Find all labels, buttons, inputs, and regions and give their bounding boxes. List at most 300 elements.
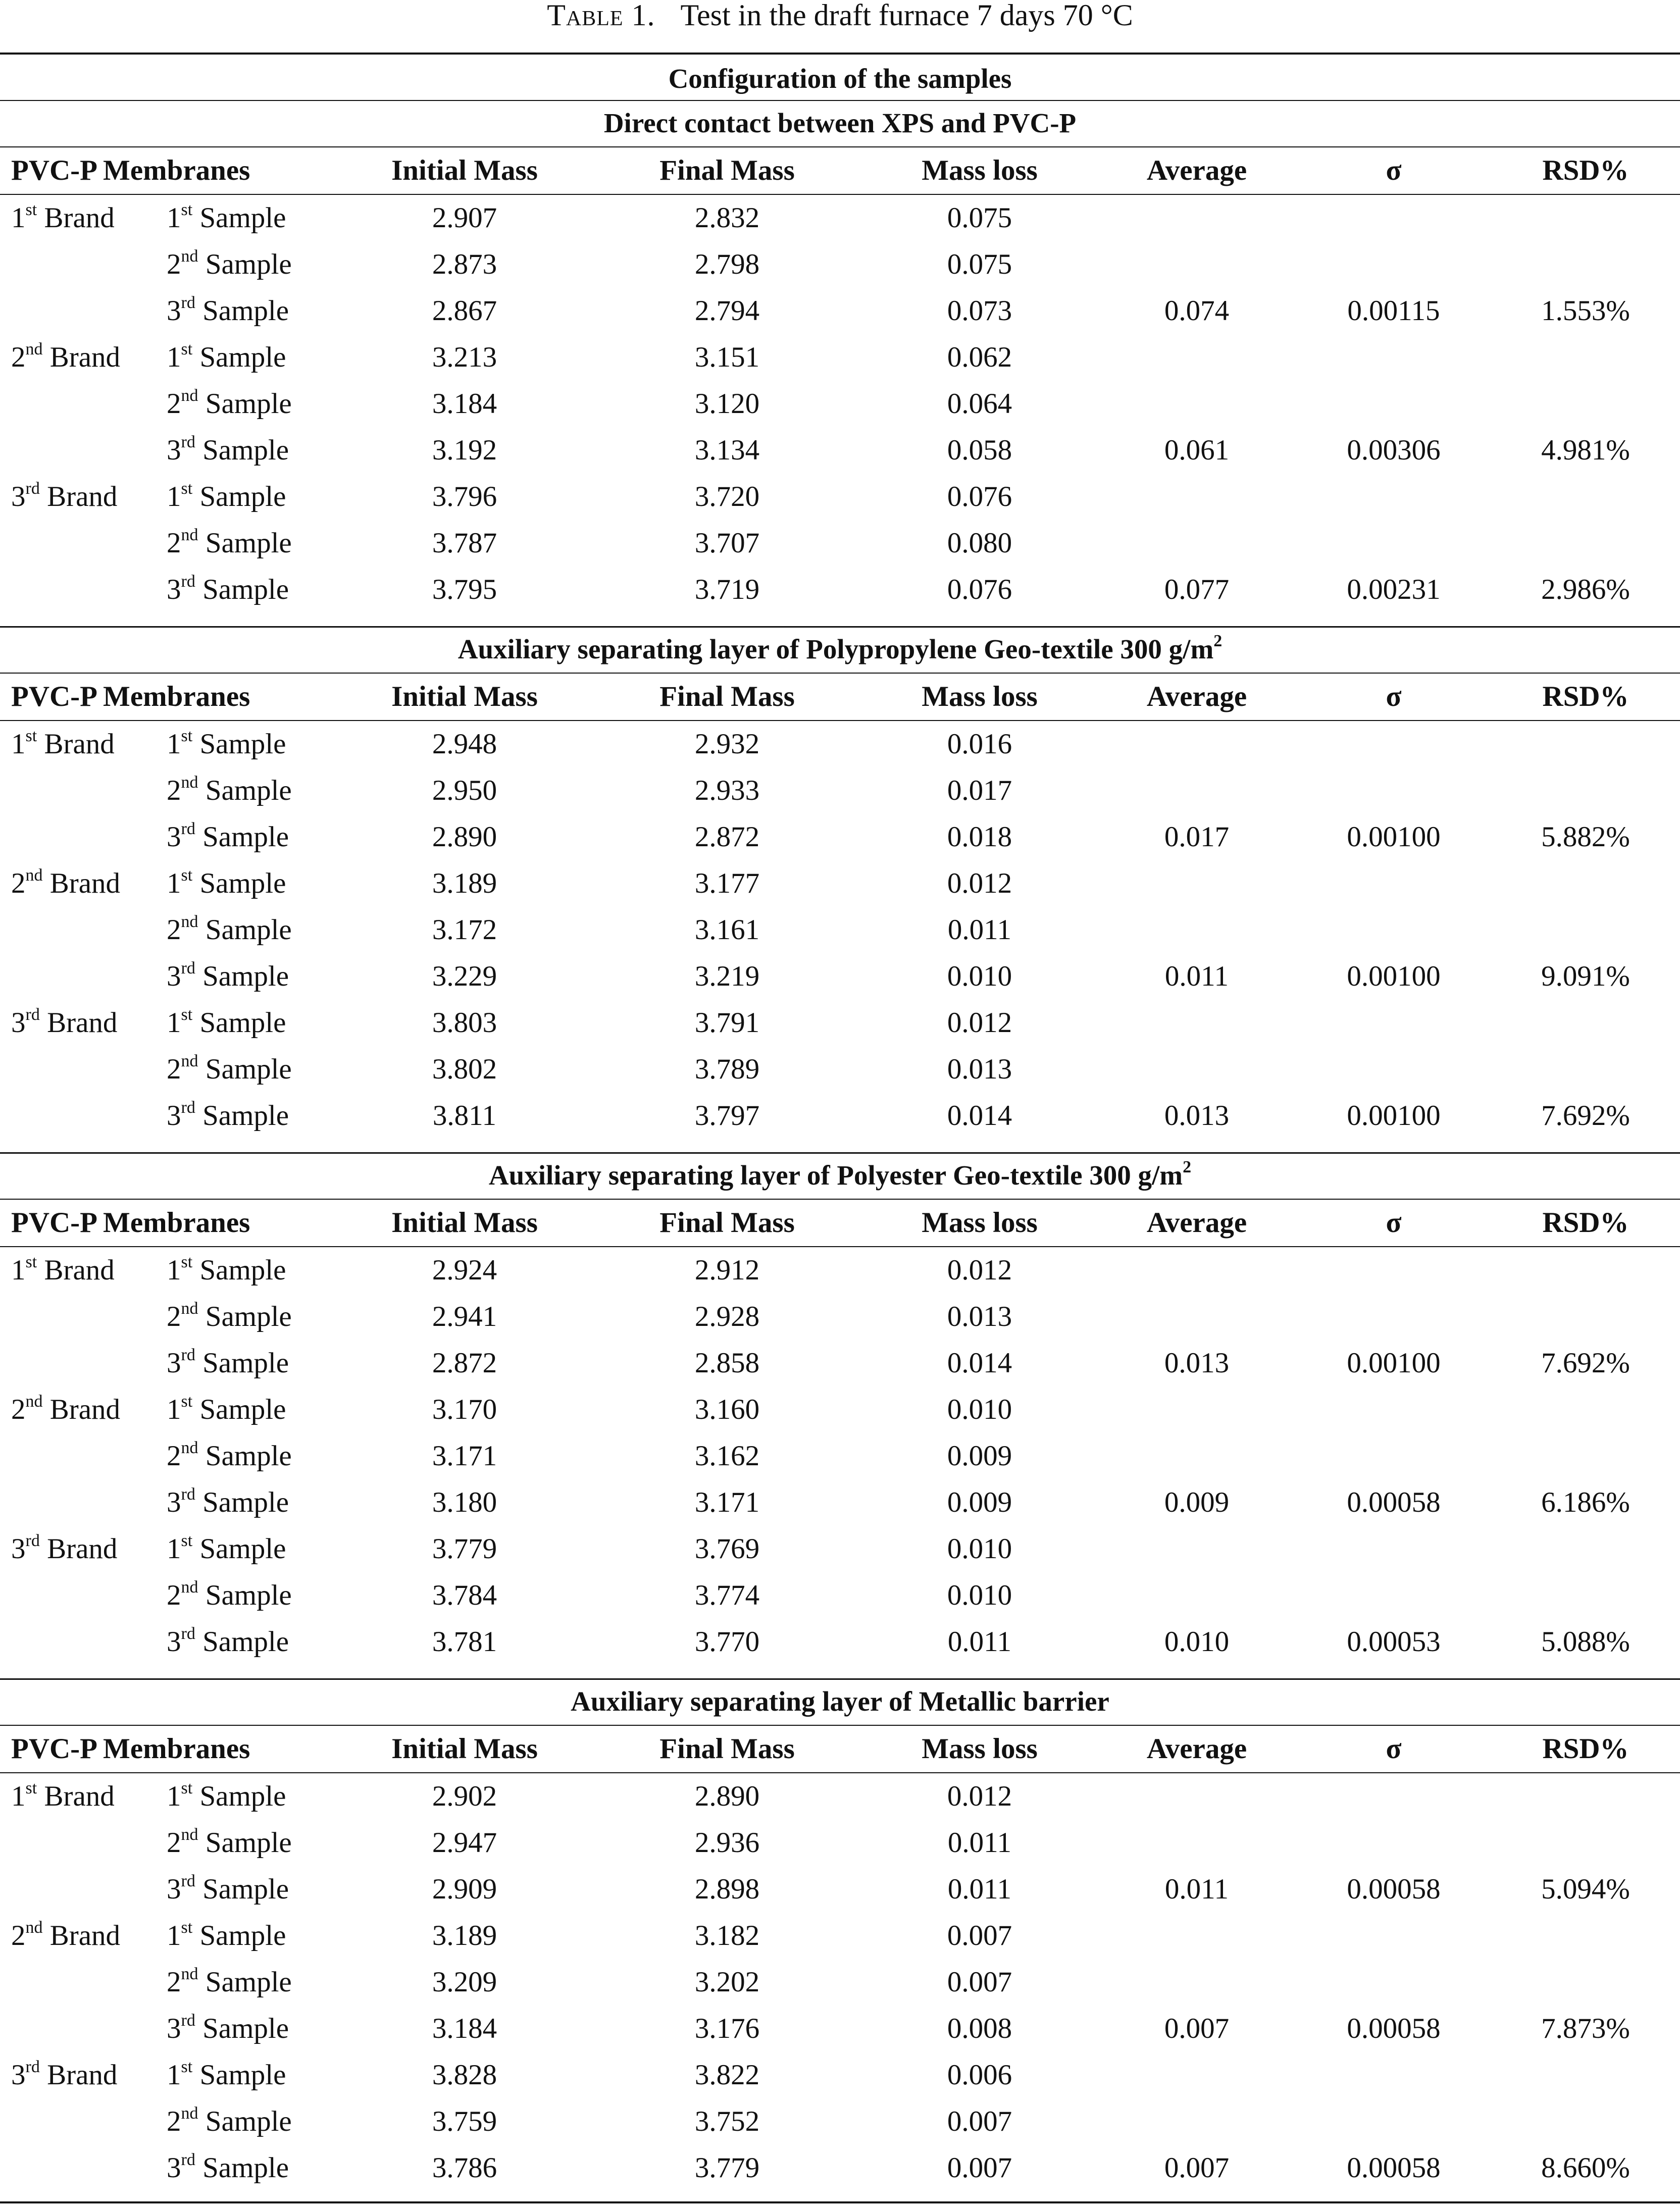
sample-word: Sample bbox=[205, 1827, 292, 1859]
brand-word: Brand bbox=[44, 1254, 115, 1286]
sample-word: Sample bbox=[199, 481, 286, 512]
average-cell bbox=[1116, 334, 1278, 381]
sigma-cell bbox=[1313, 1000, 1474, 1046]
rsd-cell bbox=[1505, 2098, 1666, 2145]
mass-loss-cell: 0.012 bbox=[947, 1254, 1012, 1286]
final-mass-cell: 2.898 bbox=[694, 1873, 760, 1905]
brand-cell bbox=[11, 381, 163, 427]
table-row bbox=[0, 195, 1680, 241]
initial-mass-cell: 2.950 bbox=[432, 775, 497, 806]
table-row bbox=[0, 721, 1680, 767]
section-title-superscript: 2 bbox=[1213, 632, 1223, 650]
final-mass-cell: 3.182 bbox=[694, 1920, 760, 1951]
initial-mass-cell: 3.802 bbox=[432, 1053, 497, 1085]
brand-cell bbox=[11, 1386, 163, 1433]
sigma-cell bbox=[1313, 334, 1474, 381]
sigma-cell bbox=[1313, 474, 1474, 520]
initial-mass-cell: 3.229 bbox=[432, 960, 497, 992]
sample-word: Sample bbox=[202, 960, 289, 992]
average-cell: 0.061 bbox=[1164, 434, 1230, 466]
average-cell bbox=[1116, 195, 1278, 241]
mass-loss-cell: 0.013 bbox=[947, 1301, 1012, 1332]
sample-cell bbox=[167, 2098, 328, 2145]
sample-cell bbox=[167, 2006, 328, 2052]
final-mass-cell: 2.936 bbox=[694, 1827, 760, 1859]
mass-loss-cell: 0.017 bbox=[947, 775, 1012, 806]
col-header-mass-loss: Mass loss bbox=[922, 155, 1038, 186]
average-cell bbox=[1116, 1046, 1278, 1093]
mass-loss-cell: 0.010 bbox=[947, 960, 1012, 992]
final-mass-cell: 2.932 bbox=[694, 728, 760, 760]
sample-word: Sample bbox=[199, 867, 286, 899]
brand-cell bbox=[11, 1866, 163, 1913]
mass-loss-cell: 0.058 bbox=[947, 434, 1012, 466]
final-mass-cell: 3.177 bbox=[694, 867, 760, 899]
sample-number: 3 bbox=[167, 1873, 181, 1905]
table-row bbox=[0, 1572, 1680, 1619]
sample-number: 2 bbox=[167, 1966, 181, 1998]
sample-number: 1 bbox=[167, 1533, 181, 1565]
sigma-cell: 0.00100 bbox=[1347, 1347, 1441, 1379]
sample-ordinal-suffix: rd bbox=[181, 1346, 195, 1364]
rsd-cell: 1.553% bbox=[1541, 295, 1630, 327]
brand-number: 2 bbox=[11, 1920, 26, 1951]
col-header-initial-mass: Initial Mass bbox=[391, 1207, 538, 1239]
rsd-cell bbox=[1505, 241, 1666, 288]
section-title-text: Auxiliary separating layer of Polyester Geo-textile 300 g/m bbox=[488, 1160, 1183, 1191]
sample-ordinal-suffix: st bbox=[181, 1005, 193, 1024]
sigma-cell bbox=[1313, 1046, 1474, 1093]
table-bottom-rule bbox=[0, 2201, 1680, 2203]
rsd-cell bbox=[1505, 1386, 1666, 1433]
sample-ordinal-suffix: rd bbox=[181, 433, 195, 451]
mass-loss-cell: 0.007 bbox=[947, 2152, 1012, 2184]
col-header-rsd: RSD% bbox=[1542, 1207, 1629, 1239]
table-row bbox=[0, 288, 1680, 334]
mass-loss-cell: 0.062 bbox=[947, 341, 1012, 373]
sample-word: Sample bbox=[205, 527, 292, 559]
final-mass-cell: 2.912 bbox=[694, 1254, 760, 1286]
sigma-cell: 0.00058 bbox=[1347, 1486, 1441, 1518]
rsd-cell bbox=[1505, 334, 1666, 381]
sample-cell bbox=[167, 1386, 328, 1433]
rsd-cell bbox=[1505, 381, 1666, 427]
col-header-final-mass: Final Mass bbox=[659, 681, 795, 712]
final-mass-cell: 2.890 bbox=[694, 1780, 760, 1812]
brand-cell bbox=[11, 288, 163, 334]
mass-loss-cell: 0.014 bbox=[947, 1347, 1012, 1379]
sample-word: Sample bbox=[199, 202, 286, 234]
sample-number: 1 bbox=[167, 202, 181, 234]
final-mass-cell: 3.120 bbox=[694, 388, 760, 420]
rsd-cell: 7.692% bbox=[1541, 1100, 1630, 1132]
initial-mass-cell: 3.795 bbox=[432, 574, 497, 605]
sample-word: Sample bbox=[199, 1007, 286, 1039]
sample-number: 2 bbox=[167, 914, 181, 946]
brand-cell bbox=[11, 2098, 163, 2145]
average-cell bbox=[1116, 1294, 1278, 1340]
rsd-cell bbox=[1505, 1526, 1666, 1572]
section-title bbox=[0, 101, 1680, 145]
section-title-text: Direct contact between XPS and PVC-P bbox=[603, 108, 1077, 138]
brand-word: Brand bbox=[49, 867, 121, 899]
sample-number: 2 bbox=[167, 1053, 181, 1085]
brand-cell bbox=[11, 767, 163, 814]
mass-loss-cell: 0.008 bbox=[947, 2013, 1012, 2044]
col-header-mass-loss: Mass loss bbox=[922, 1207, 1038, 1239]
brand-cell bbox=[11, 907, 163, 953]
col-header-final-mass: Final Mass bbox=[659, 1733, 795, 1765]
initial-mass-cell: 3.784 bbox=[432, 1579, 497, 1611]
sigma-cell bbox=[1313, 860, 1474, 907]
brand-cell bbox=[11, 1093, 163, 1139]
final-mass-cell: 3.219 bbox=[694, 960, 760, 992]
sample-number: 3 bbox=[167, 2013, 181, 2044]
brand-cell bbox=[11, 1000, 163, 1046]
col-header-mass-loss: Mass loss bbox=[922, 681, 1038, 712]
column-header-row bbox=[0, 147, 1680, 194]
sample-ordinal-suffix: st bbox=[181, 727, 193, 745]
average-cell: 0.017 bbox=[1164, 821, 1230, 853]
brand-cell bbox=[11, 2006, 163, 2052]
initial-mass-cell: 2.924 bbox=[432, 1254, 497, 1286]
rsd-cell: 4.981% bbox=[1541, 434, 1630, 466]
sample-cell bbox=[167, 195, 328, 241]
average-cell bbox=[1116, 1820, 1278, 1866]
sigma-cell: 0.00100 bbox=[1347, 960, 1441, 992]
sample-cell bbox=[167, 1820, 328, 1866]
final-mass-cell: 3.789 bbox=[694, 1053, 760, 1085]
table-row bbox=[0, 1046, 1680, 1093]
table-row bbox=[0, 1619, 1680, 1665]
section-title-text: Auxiliary separating layer of Polypropylene Geo-textile 300 g/m bbox=[457, 634, 1214, 664]
mass-loss-cell: 0.007 bbox=[947, 1966, 1012, 1998]
rsd-cell bbox=[1505, 1046, 1666, 1093]
column-header-row bbox=[0, 1726, 1680, 1772]
sigma-cell bbox=[1313, 1913, 1474, 1959]
brand-cell bbox=[11, 567, 163, 613]
initial-mass-cell: 3.209 bbox=[432, 1966, 497, 1998]
brand-cell bbox=[11, 2145, 163, 2191]
table-row bbox=[0, 1479, 1680, 1526]
final-mass-cell: 3.769 bbox=[694, 1533, 760, 1565]
brand-number: 3 bbox=[11, 2059, 26, 2091]
brand-number: 3 bbox=[11, 1007, 26, 1039]
sample-number: 2 bbox=[167, 1827, 181, 1859]
sample-number: 2 bbox=[167, 1579, 181, 1611]
mass-loss-cell: 0.011 bbox=[947, 1873, 1012, 1905]
brand-ordinal-suffix: st bbox=[25, 1779, 37, 1797]
sample-ordinal-suffix: rd bbox=[181, 293, 195, 312]
sample-cell bbox=[167, 567, 328, 613]
final-mass-cell: 3.791 bbox=[694, 1007, 760, 1039]
rsd-cell: 6.186% bbox=[1541, 1486, 1630, 1518]
sample-number: 2 bbox=[167, 2105, 181, 2137]
col-header-sigma: σ bbox=[1386, 1207, 1402, 1239]
sample-word: Sample bbox=[202, 1626, 289, 1658]
brand-cell bbox=[11, 1619, 163, 1665]
average-cell bbox=[1116, 1572, 1278, 1619]
average-cell: 0.013 bbox=[1164, 1100, 1230, 1132]
sample-ordinal-suffix: rd bbox=[181, 1485, 195, 1504]
initial-mass-cell: 3.796 bbox=[432, 481, 497, 512]
col-header-rsd: RSD% bbox=[1542, 1733, 1629, 1765]
brand-ordinal-suffix: st bbox=[25, 200, 37, 219]
table-row bbox=[0, 2006, 1680, 2052]
table-row bbox=[0, 334, 1680, 381]
sigma-cell: 0.00058 bbox=[1347, 2152, 1441, 2184]
initial-mass-cell: 3.184 bbox=[432, 2013, 497, 2044]
sample-ordinal-suffix: st bbox=[181, 1779, 193, 1797]
sample-word: Sample bbox=[199, 728, 286, 760]
sample-ordinal-suffix: st bbox=[181, 1531, 193, 1550]
brand-number: 2 bbox=[11, 1394, 26, 1425]
sample-ordinal-suffix: st bbox=[181, 2058, 193, 2076]
sigma-cell bbox=[1313, 721, 1474, 767]
sigma-cell bbox=[1313, 1526, 1474, 1572]
brand-word: Brand bbox=[47, 481, 118, 512]
table-row bbox=[0, 1866, 1680, 1913]
brand-cell bbox=[11, 860, 163, 907]
sample-ordinal-suffix: st bbox=[181, 866, 193, 885]
table-row bbox=[0, 567, 1680, 613]
sample-number: 3 bbox=[167, 821, 181, 853]
final-mass-cell: 3.171 bbox=[694, 1486, 760, 1518]
sigma-cell bbox=[1313, 1247, 1474, 1294]
sample-word: Sample bbox=[199, 1780, 286, 1812]
sigma-cell bbox=[1313, 1959, 1474, 2006]
table-row bbox=[0, 2098, 1680, 2145]
sample-ordinal-suffix: nd bbox=[181, 526, 198, 544]
sigma-cell: 0.00100 bbox=[1347, 1100, 1441, 1132]
mass-loss-cell: 0.064 bbox=[947, 388, 1012, 420]
brand-ordinal-suffix: rd bbox=[25, 1531, 40, 1550]
sigma-cell: 0.00115 bbox=[1347, 295, 1440, 327]
caption-text: Test in the draft furnace 7 days 70 °C bbox=[680, 0, 1133, 32]
mass-loss-cell: 0.018 bbox=[947, 821, 1012, 853]
table-row bbox=[0, 1820, 1680, 1866]
rsd-cell bbox=[1505, 1000, 1666, 1046]
sample-word: Sample bbox=[199, 1533, 286, 1565]
mass-loss-cell: 0.009 bbox=[947, 1440, 1012, 1472]
table-row bbox=[0, 1959, 1680, 2006]
brand-cell bbox=[11, 1433, 163, 1479]
table-top-rule bbox=[0, 53, 1680, 55]
sample-word: Sample bbox=[202, 1486, 289, 1518]
brand-word: Brand bbox=[49, 1394, 121, 1425]
sample-word: Sample bbox=[199, 341, 286, 373]
sample-number: 2 bbox=[167, 527, 181, 559]
sample-ordinal-suffix: nd bbox=[181, 2104, 198, 2123]
sample-ordinal-suffix: st bbox=[181, 200, 193, 219]
sample-word: Sample bbox=[202, 821, 289, 853]
mass-loss-cell: 0.010 bbox=[947, 1533, 1012, 1565]
sample-word: Sample bbox=[202, 434, 289, 466]
average-cell bbox=[1116, 1247, 1278, 1294]
table-row bbox=[0, 1773, 1680, 1820]
mass-loss-cell: 0.011 bbox=[947, 1626, 1012, 1658]
mass-loss-cell: 0.006 bbox=[947, 2059, 1012, 2091]
table-row bbox=[0, 1294, 1680, 1340]
col-header-average: Average bbox=[1146, 155, 1247, 186]
sample-number: 1 bbox=[167, 2059, 181, 2091]
table-row bbox=[0, 2052, 1680, 2098]
sample-ordinal-suffix: rd bbox=[181, 819, 195, 838]
sample-number: 2 bbox=[167, 1440, 181, 1472]
sigma-cell bbox=[1313, 1820, 1474, 1866]
col-header-initial-mass: Initial Mass bbox=[391, 155, 538, 186]
sample-word: Sample bbox=[199, 1920, 286, 1951]
final-mass-cell: 3.162 bbox=[694, 1440, 760, 1472]
sample-cell bbox=[167, 767, 328, 814]
sigma-cell: 0.00053 bbox=[1347, 1626, 1441, 1658]
sample-word: Sample bbox=[199, 2059, 286, 2091]
sample-ordinal-suffix: nd bbox=[181, 1299, 198, 1318]
sample-ordinal-suffix: rd bbox=[181, 1624, 195, 1643]
initial-mass-cell: 3.180 bbox=[432, 1486, 497, 1518]
initial-mass-cell: 2.873 bbox=[432, 248, 497, 280]
final-mass-cell: 2.933 bbox=[694, 775, 760, 806]
brand-cell bbox=[11, 814, 163, 860]
sample-ordinal-suffix: nd bbox=[181, 1439, 198, 1457]
mass-loss-cell: 0.011 bbox=[947, 914, 1012, 946]
sample-ordinal-suffix: nd bbox=[181, 386, 198, 405]
sample-ordinal-suffix: rd bbox=[181, 572, 195, 591]
table-row bbox=[0, 907, 1680, 953]
sample-ordinal-suffix: nd bbox=[181, 247, 198, 266]
rsd-cell bbox=[1505, 1820, 1666, 1866]
table-row bbox=[0, 953, 1680, 1000]
sample-word: Sample bbox=[202, 295, 289, 327]
column-header-row bbox=[0, 674, 1680, 720]
table-caption bbox=[0, 0, 1680, 30]
brand-word: Brand bbox=[47, 2059, 118, 2091]
sample-number: 1 bbox=[167, 867, 181, 899]
sample-cell bbox=[167, 860, 328, 907]
average-cell bbox=[1116, 907, 1278, 953]
sigma-cell bbox=[1313, 1386, 1474, 1433]
col-header-average: Average bbox=[1146, 681, 1247, 712]
sample-word: Sample bbox=[205, 388, 292, 420]
brand-word: Brand bbox=[47, 1007, 118, 1039]
brand-cell bbox=[11, 520, 163, 567]
final-mass-cell: 3.752 bbox=[694, 2105, 760, 2137]
average-cell bbox=[1116, 1433, 1278, 1479]
sample-word: Sample bbox=[205, 248, 292, 280]
sample-ordinal-suffix: nd bbox=[181, 1965, 198, 1983]
sample-number: 3 bbox=[167, 1486, 181, 1518]
rsd-cell bbox=[1505, 195, 1666, 241]
final-mass-cell: 3.719 bbox=[694, 574, 760, 605]
sample-cell bbox=[167, 241, 328, 288]
rsd-cell bbox=[1505, 1294, 1666, 1340]
brand-word: Brand bbox=[49, 1920, 121, 1951]
initial-mass-cell: 3.759 bbox=[432, 2105, 497, 2137]
col-header-final-mass: Final Mass bbox=[659, 155, 795, 186]
average-cell bbox=[1116, 1526, 1278, 1572]
brand-cell bbox=[11, 1046, 163, 1093]
col-header-final-mass: Final Mass bbox=[659, 1207, 795, 1239]
initial-mass-cell: 3.189 bbox=[432, 1920, 497, 1951]
sample-cell bbox=[167, 907, 328, 953]
table-row bbox=[0, 1526, 1680, 1572]
final-mass-cell: 3.176 bbox=[694, 2013, 760, 2044]
rsd-cell: 5.088% bbox=[1541, 1626, 1630, 1658]
initial-mass-cell: 3.803 bbox=[432, 1007, 497, 1039]
brand-ordinal-suffix: nd bbox=[25, 866, 43, 885]
sigma-cell: 0.00058 bbox=[1347, 1873, 1441, 1905]
rsd-cell bbox=[1505, 1773, 1666, 1820]
brand-cell bbox=[11, 1340, 163, 1386]
table-row bbox=[0, 1000, 1680, 1046]
brand-cell bbox=[11, 1479, 163, 1526]
table-row bbox=[0, 427, 1680, 474]
rsd-cell bbox=[1505, 1572, 1666, 1619]
brand-cell bbox=[11, 1526, 163, 1572]
final-mass-cell: 2.794 bbox=[694, 295, 760, 327]
brand-number: 2 bbox=[11, 341, 26, 373]
sample-ordinal-suffix: rd bbox=[181, 2011, 195, 2030]
rsd-cell bbox=[1505, 1913, 1666, 1959]
average-cell: 0.011 bbox=[1164, 1873, 1229, 1905]
sample-number: 1 bbox=[167, 341, 181, 373]
sample-word: Sample bbox=[202, 1347, 289, 1379]
sample-number: 3 bbox=[167, 2152, 181, 2184]
initial-mass-cell: 3.213 bbox=[432, 341, 497, 373]
average-cell: 0.077 bbox=[1164, 574, 1230, 605]
table-row bbox=[0, 1386, 1680, 1433]
brand-cell bbox=[11, 427, 163, 474]
average-cell: 0.007 bbox=[1164, 2152, 1230, 2184]
sample-number: 2 bbox=[167, 388, 181, 420]
initial-mass-cell: 2.907 bbox=[432, 202, 497, 234]
sigma-cell bbox=[1313, 381, 1474, 427]
sample-cell bbox=[167, 1959, 328, 2006]
final-mass-cell: 3.774 bbox=[694, 1579, 760, 1611]
sample-cell bbox=[167, 474, 328, 520]
sample-number: 1 bbox=[167, 481, 181, 512]
table-row bbox=[0, 2145, 1680, 2191]
brand-cell bbox=[11, 1572, 163, 1619]
initial-mass-cell: 3.192 bbox=[432, 434, 497, 466]
sigma-cell bbox=[1313, 520, 1474, 567]
col-header-mass-loss: Mass loss bbox=[922, 1733, 1038, 1765]
sigma-cell bbox=[1313, 1294, 1474, 1340]
average-cell bbox=[1116, 520, 1278, 567]
col-header-rsd: RSD% bbox=[1542, 155, 1629, 186]
sample-word: Sample bbox=[205, 1053, 292, 1085]
initial-mass-cell: 3.781 bbox=[432, 1626, 497, 1658]
sample-number: 3 bbox=[167, 960, 181, 992]
brand-number: 3 bbox=[11, 481, 26, 512]
sample-word: Sample bbox=[205, 775, 292, 806]
average-cell bbox=[1116, 1000, 1278, 1046]
col-header-initial-mass: Initial Mass bbox=[391, 681, 538, 712]
table-row bbox=[0, 474, 1680, 520]
brand-cell bbox=[11, 1820, 163, 1866]
sample-word: Sample bbox=[205, 1966, 292, 1998]
table-row bbox=[0, 860, 1680, 907]
brand-cell bbox=[11, 195, 163, 241]
initial-mass-cell: 3.171 bbox=[432, 1440, 497, 1472]
rsd-cell bbox=[1505, 860, 1666, 907]
sample-cell bbox=[167, 721, 328, 767]
brand-cell bbox=[11, 2052, 163, 2098]
rsd-cell bbox=[1505, 1433, 1666, 1479]
sample-number: 2 bbox=[167, 775, 181, 806]
final-mass-cell: 3.707 bbox=[694, 527, 760, 559]
sample-word: Sample bbox=[205, 914, 292, 946]
